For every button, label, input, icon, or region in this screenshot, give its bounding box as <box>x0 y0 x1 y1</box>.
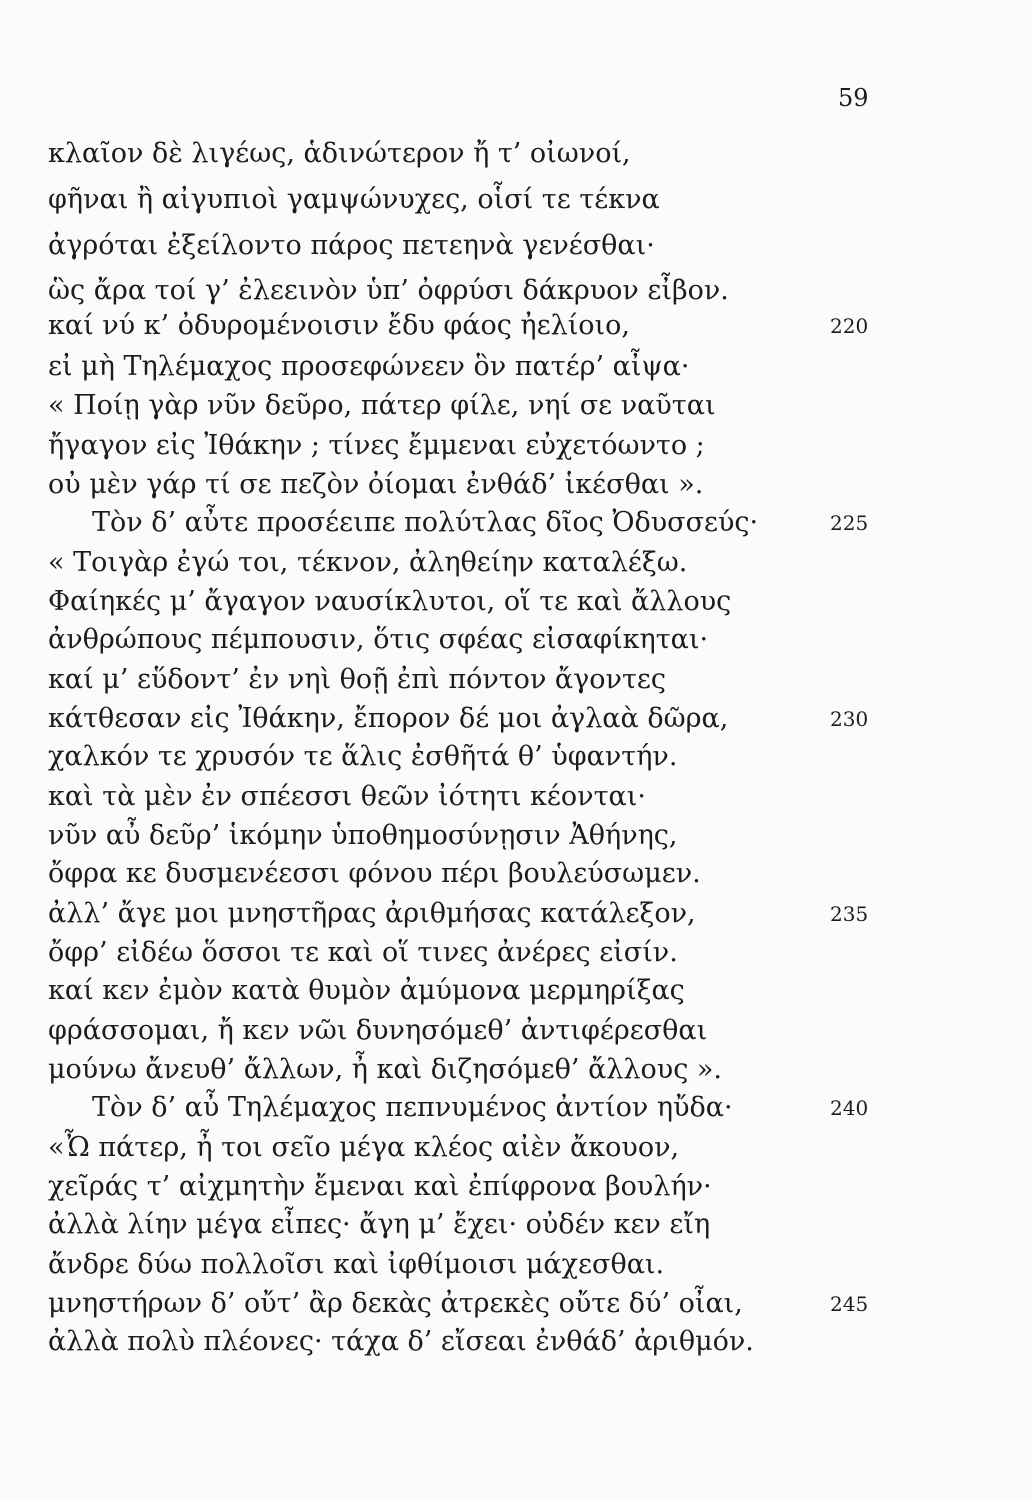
verse-line: νῦν αὖ δεῦρ’ ἱκόμην ὑποθημοσύνῃσιν Ἀθήνης, <box>48 820 678 851</box>
line-number: 225 <box>830 511 869 535</box>
verse-line: καί νύ κ’ ὀδυρομένοισιν ἔδυ φάος ἠελίοιο, <box>48 310 630 341</box>
verse-line: Τὸν δ’ αὖ Τηλέμαχος πεπνυμένος ἀντίον ηὔδα· <box>92 1092 733 1123</box>
verse-line: Φαίηκές μ’ ἄγαγον ναυσίκλυτοι, οἵ τε καὶ ἄλλους <box>48 586 732 617</box>
verse-line: ἄνδρε δύω πολλοῖσι καὶ ἰφθίμοισι μάχεσθαι. <box>48 1249 665 1280</box>
verse-line: ὣς ἄρα τοί γ’ ἐλεεινὸν ὑπ’ ὀφρύσι δάκρυον εἶβον. <box>48 275 729 306</box>
verse-line: ἀνθρώπους πέμπουσιν, ὅτις σφέας εἰσαφίκηται· <box>48 624 709 655</box>
verse-line: χαλκόν τε χρυσόν τε ἅλις ἐσθῆτά θ’ ὑφαντήν. <box>48 741 678 772</box>
verse-line: ὄφρα κε δυσμενέεσσι φόνου πέρι βουλεύσωμεν. <box>48 858 701 889</box>
verse-line: ἀλλὰ πολὺ πλέονες· τάχα δ’ εἴσεαι ἐνθάδ’ ἀριθμόν. <box>48 1326 754 1357</box>
line-number: 240 <box>830 1096 869 1120</box>
verse-line: φράσσομαι, ἤ κεν νῶι δυνησόμεθ’ ἀντιφέρεσθαι <box>48 1015 708 1046</box>
verse-line: ἤγαγον εἰς Ἰθάκην ; τίνες ἔμμεναι εὐχετόωντο ; <box>48 430 705 461</box>
verse-line: ἀγρόται ἐξείλοντο πάρος πετεηνὰ γενέσθαι· <box>48 230 655 261</box>
verse-line: ὄφρ’ εἰδέω ὅσσοι τε καὶ οἵ τινες ἀνέρες εἰσίν. <box>48 937 678 968</box>
line-number: 220 <box>830 314 869 338</box>
verse-line: καί μ’ εὕδοντ’ ἐν νηὶ θοῇ ἐπὶ πόντον ἄγοντες <box>48 664 667 695</box>
line-number: 235 <box>830 902 869 926</box>
verse-line: καὶ τὰ μὲν ἐν σπέεσσι θεῶν ἰότητι κέονται· <box>48 781 646 812</box>
verse-line: κλαῖον δὲ λιγέως, ἁδινώτερον ἤ τ’ οἰωνοί, <box>48 138 631 169</box>
line-number: 230 <box>830 707 869 731</box>
verse-line: κάτθεσαν εἰς Ἰθάκην, ἔπορον δέ μοι ἀγλαὰ δῶρα, <box>48 703 729 734</box>
verse-line: μούνω ἄνευθ’ ἄλλων, ἦ καὶ διζησόμεθ’ ἄλλους ». <box>48 1054 723 1085</box>
verse-line: καί κεν ἐμὸν κατὰ θυμὸν ἀμύμονα μερμηρίξας <box>48 975 685 1006</box>
verse-line: Τὸν δ’ αὖτε προσέειπε πολύτλας δῖος Ὀδυσσεύς· <box>92 507 759 538</box>
verse-line: φῆναι ἢ αἰγυπιοὶ γαμψώνυχες, οἷσί τε τέκνα <box>48 184 660 215</box>
verse-line: «Ὦ πάτερ, ἦ τοι σεῖο μέγα κλέος αἰὲν ἄκουον, <box>48 1132 680 1163</box>
verse-line: « Ποίῃ γὰρ νῦν δεῦρο, πάτερ φίλε, νηί σε ναῦται <box>48 390 716 421</box>
page-number: 59 <box>838 84 869 112</box>
verse-line: « Τοιγὰρ ἐγώ τοι, τέκνον, ἀληθείην καταλέξω. <box>48 547 688 578</box>
line-number: 245 <box>830 1292 869 1316</box>
verse-line: χεῖράς τ’ αἰχμητὴν ἔμεναι καὶ ἐπίφρονα βουλήν· <box>48 1171 712 1202</box>
verse-line: μνηστήρων δ’ οὔτ’ ἂρ δεκὰς ἀτρεκὲς οὔτε δύ’ οἶαι, <box>48 1288 743 1319</box>
verse-line: ἀλλὰ λίην μέγα εἶπες· ἄγη μ’ ἔχει· οὐδέν κεν εἴη <box>48 1209 711 1240</box>
verse-line: ἀλλ’ ἄγε μοι μνηστῆρας ἀριθμήσας κατάλεξον, <box>48 898 696 929</box>
verse-line: εἰ μὴ Τηλέμαχος προσεφώνεεν ὃν πατέρ’ αἶψα· <box>48 351 690 382</box>
verse-line: οὐ μὲν γάρ τί σε πεζὸν ὀίομαι ἐνθάδ’ ἱκέσθαι ». <box>48 469 704 500</box>
